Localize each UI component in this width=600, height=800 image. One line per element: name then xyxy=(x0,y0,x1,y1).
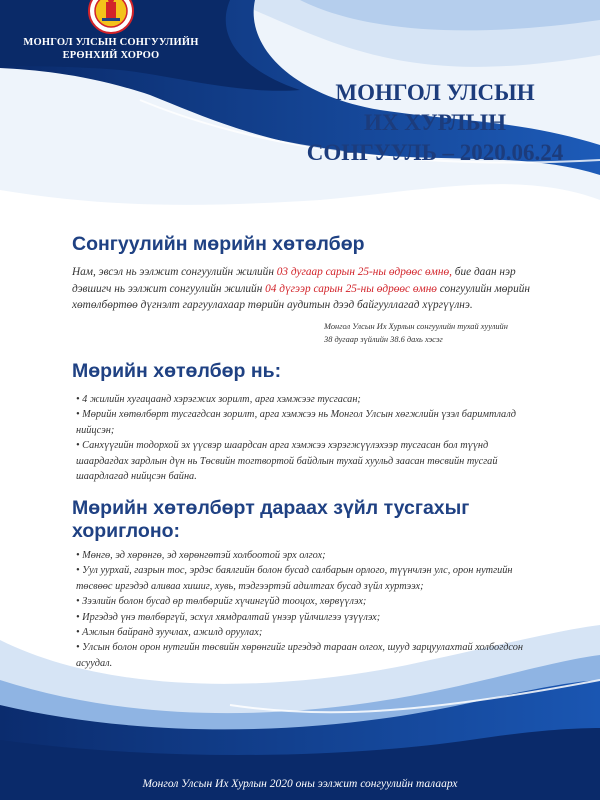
note-line-1: Монгол Улсын Их Хурлын сонгуулийн тухай хуулийн xyxy=(324,322,508,331)
section-1-paragraph xyxy=(72,264,532,314)
footer-text: Монгол Улсын Их Хурлын 2020 оны ээлжит сонгуулийн талаарх xyxy=(142,778,458,790)
list-item: • Санхүүгийн тодорхой эх үүсвэр шаардсан арга хэмжээ хэрэгжүүлэхээр тусгасан бол түүнд шаардагдах зардлын дүн нь Төсвийн тогтвортой байдлын тухай хуульд заасан төсвийн тусгай шаардлагад нийцсэн байна. xyxy=(76,440,498,483)
para-deadline-candidates: 04 дүгээр сарын 25-ны өдрөөс өмнө xyxy=(265,282,437,295)
organization-name xyxy=(0,36,222,62)
title-line-3: СОНГУУЛЬ – 2020.06.24 xyxy=(306,140,564,165)
para-text-1: Нам, эвсэл нь ээлжит сонгуулийн жилийн xyxy=(72,266,277,278)
legal-reference-note xyxy=(324,321,544,346)
para-text-3: сонгуулийн мөрийн хөтөлбөртөө дүгнэлт гаргуулахаар төрийн аудитын дээд байгууллагад хүргүүлнэ. xyxy=(72,282,530,311)
section-1-heading: Сонгуулийн мөрийн хөтөлбөр xyxy=(72,233,365,255)
title-line-1: МОНГОЛ УЛСЫН xyxy=(335,80,535,105)
page-title xyxy=(270,78,600,168)
section-3-heading-line-2: хориглоно: xyxy=(72,520,181,542)
section-3-list xyxy=(76,548,531,671)
list-item: • Уул уурхай, газрын тос, эрдэс баялгийн болон бусад салбарын орлого, түүнчлэн улс, орон нутгийн төсвөөс иргэдэд аливаа хишиг, хувь, тэдгээртэй адилтгах бусад зүйл хуртээх; xyxy=(76,565,513,592)
list-item: • Зээлийн болон бусад өр төлбөрийг хүчингүйд тооцох, хөрвүүлэх; xyxy=(76,596,367,608)
election-commission-emblem-icon xyxy=(88,0,134,34)
list-item: • 4 жилийн хугацаанд хэрэгжих зорилт, арга хэмжээг тусгасан; xyxy=(76,394,361,405)
para-text-2: бие даан нэр дэвшигч нь ээлжит сонгуулийн жилийн xyxy=(72,266,516,295)
list-item: • Мөрийн хөтөлбөрт тусгагдсан зорилт, арга хэмжээ нь Монгол Улсын хөгжлийн үзэл баримтлалд нийцсэн; xyxy=(76,409,516,436)
list-item: • Улсын болон орон нутгийн төсвийн хөрөнгийг иргэдэд тараан олгох, шууд зарцуулахтай холбогдсон асуудал. xyxy=(76,642,523,669)
list-item: • Иргэдэд үнэ төлбөргүй, эсхүл хямдралтай үнээр үйлчилгээ үзүүлэх; xyxy=(76,611,381,623)
para-deadline-parties: 03 дугаар сарын 25-ны өдрөөс өмнө, xyxy=(276,266,452,278)
section-2-list xyxy=(76,392,531,484)
org-line-1: МОНГОЛ УЛСЫН СОНГУУЛИЙН xyxy=(23,37,199,48)
list-item: • Мөнгө, эд хөрөнгө, эд хөрөнгөтэй холбоотой эрх олгох; xyxy=(76,550,326,561)
title-line-2: ИХ ХУРЛЫН xyxy=(364,110,506,135)
org-line-2: ЕРӨНХИЙ ХОРОО xyxy=(62,50,160,61)
section-2-heading: Мөрийн хөтөлбөр нь: xyxy=(72,360,282,382)
section-3-heading-line-1: Мөрийн хөтөлбөрт дараах зүйл тусгахыг xyxy=(72,497,470,519)
list-item: • Ажлын байранд зуучлах, ажилд оруулах; xyxy=(76,627,263,639)
section-3-heading xyxy=(72,497,469,543)
note-line-2: 38 дугаар зүйлийн 38.6 дахь хэсэг xyxy=(324,334,443,344)
